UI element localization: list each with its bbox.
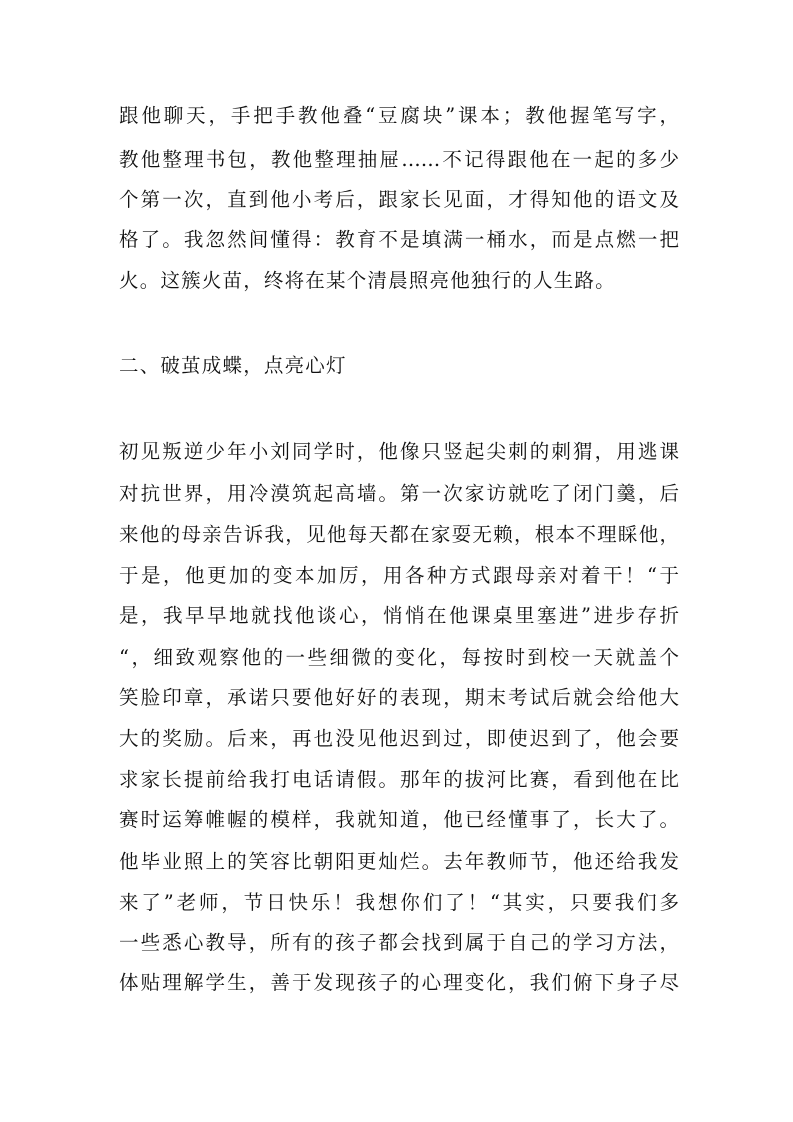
paragraph-2-line-13: 一些悉心教导，所有的孩子都会找到属于自己的学习方法， [119,931,679,954]
paragraph-2-line-9: 求家长提前给我打电话请假。那年的拔河比赛，看到他在比 [119,768,679,791]
paragraph-1-line-1: 跟他聊天，手把手教他叠“豆腐块”课本；教他握笔写字， [119,104,679,127]
paragraph-2-line-7: 笑脸印章，承诺只要他好好的表现，期末考试后就会给他大 [119,686,679,709]
paragraph-1-line-5: 火。这簇火苗，终将在某个清晨照亮他独行的人生路。 [119,269,616,292]
paragraph-2-line-14: 体贴理解学生，善于发现孩子的心理变化，我们俯下身子尽 [119,971,679,994]
paragraph-2-line-10: 赛时运筹帷幄的模样，我就知道，他已经懂事了，长大了。 [119,808,679,831]
paragraph-1-line-3: 个第一次，直到他小考后，跟家长见面，才得知他的语文及 [119,188,679,211]
paragraph-1-line-2: 教他整理书包，教他整理抽屉……不记得跟他在一起的多少 [119,148,679,171]
paragraph-1-line-4: 格了。我忽然间懂得：教育不是填满一桶水，而是点燃一把 [119,228,679,251]
paragraph-2-line-4: 于是，他更加的变本加厉，用各种方式跟母亲对着干！“于 [119,564,679,587]
paragraph-2-line-3: 来他的母亲告诉我，见他每天都在家耍无赖，根本不理睬他， [119,523,679,546]
paragraph-2-line-11: 他毕业照上的笑容比朝阳更灿烂。去年教师节，他还给我发 [119,850,679,873]
paragraph-2-line-1: 初见叛逆少年小刘同学时，他像只竖起尖刺的刺猬，用逃课 [119,440,679,463]
paragraph-2-line-12: 来了”老师，节日快乐！我想你们了！“其实，只要我们多 [119,891,679,914]
paragraph-2-line-6: “，细致观察他的一些细微的变化，每按时到校一天就盖个 [119,646,679,669]
paragraph-2-line-5: 是，我早早地就找他谈心，悄悄在他课桌里塞进”进步存折 [119,604,679,627]
paragraph-2-line-8: 大的奖励。后来，再也没见他迟到过，即使迟到了，他会要 [119,727,679,750]
paragraph-2-line-2: 对抗世界，用冷漠筑起高墙。第一次家访就吃了闭门羹，后 [119,482,679,505]
section-2-heading: 二、破茧成蝶，点亮心灯 [119,354,347,377]
